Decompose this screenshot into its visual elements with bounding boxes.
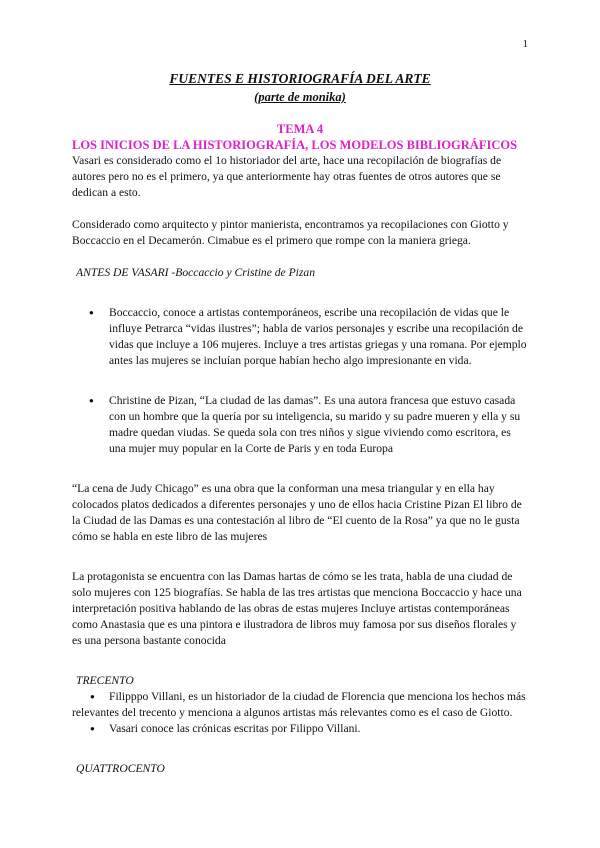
intro-paragraph-2: Considerado como arquitecto y pintor manierista, encontramos ya recopilaciones con Giotto y Boccaccio en el Decamerón. Cimabue es el primero que rompe con la maniera griega. (72, 218, 509, 247)
bullet-list-trecento (72, 689, 528, 737)
section-label-quattrocento: QUATTROCENTO (76, 762, 165, 775)
section-label-antes-de-vasari: ANTES DE VASARI -Boccaccio y Cristine de Pizan (76, 266, 316, 279)
list-item: ● Filipppo Villani, es un historiador de la ciudad de Florencia que menciona los hechos más relevantes del trecento y menciona a algunos artistas más relevantes como es el caso de Giotto. (72, 689, 528, 721)
list-item: ● Boccaccio, conoce a artistas contemporáneos, escribe una recopilación de vidas que le influye Petrarca “vidas ilustres”; habla de varios personajes y escribe una recopilación de vidas que incluye a 106 mujeres. Incluye a tres artistas griegas y una romana. Por ejemplo antes las mujeres se incluían porque habían hecho algo impresionante en vida. (109, 305, 528, 369)
document-subtitle: (parte de monika) (254, 90, 346, 104)
document-title: FUENTES E HISTORIOGRAFÍA DEL ARTE (169, 71, 431, 86)
paragraph-protagonista: La protagonista se encuentra con las Damas hartas de cómo se les trata, habla de una ciudad de solo mujeres con 125 biografías. Se habla de las tres artistas que menciona Boccaccio y hace una interpretación positiva hablando de las obras de estas mujeres Incluye artistas contemporáneas como Anastasia que es una pintora e ilustradora de libros muy famosa por sus diseños florales y es una persona bastante conocida (72, 570, 522, 647)
paragraph-cena-judy-chicago: “La cena de Judy Chicago” es una obra que la conforman una mesa triangular y en ella hay colocados platos dedicados a diferentes personajes y uno de ellos hacia Cristine Pizan El libro de la Ciudad de las Damas es una contestación al libro de “El cuento de la Rosa” ya que no le gusta cómo se habla en este libro de las mujeres (72, 482, 522, 543)
list-item: ● Vasari conoce las crónicas escritas por Filippo Villani. (72, 721, 528, 737)
page-number: 1 (522, 38, 528, 50)
section-heading: LOS INICIOS DE LA HISTORIOGRAFÍA, LOS MODELOS BIBLIOGRÁFICOS (72, 138, 518, 152)
bullet-list-antes (72, 305, 528, 457)
list-item: ● Christine de Pizan, “La ciudad de las damas”. Es una autora francesa que estuvo casada con un hombre que la quería por su inteligencia, su marido y su padre mueren y ella y su madre quedan viudas. Se queda sola con tres niños y sigue viviendo como escritora, es una mujer muy popular en la Corte de Paris y en toda Europa (109, 393, 528, 457)
intro-paragraph-1: Vasari es considerado como el 1o historiador del arte, hace una recopilación de biografías de autores pero no es el primero, ya que anteriormente hay otras fuentes de otros autores que se dedican a esto. (72, 154, 502, 199)
section-label-trecento: TRECENTO (76, 674, 134, 687)
tema-heading: TEMA 4 (276, 122, 324, 136)
document-body (72, 70, 528, 777)
